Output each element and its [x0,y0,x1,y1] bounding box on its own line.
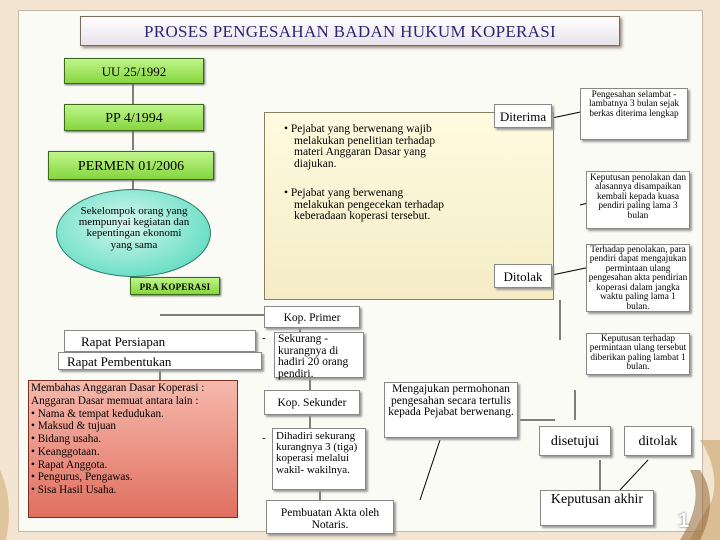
uu-label: UU 25/1992 [101,64,167,79]
disetujui-label: disetujui [550,434,600,449]
note-penolakan: Keputusan penolakan dan alasannya disampaikan kembali kepada kuasa pendiri paling lama 3 bulan [586,171,690,229]
rapat-pembentukan-label: Rapat Pembentukan [67,354,172,369]
ditolak-status-box [494,264,552,288]
kop-primer-dash: - [262,332,266,344]
ad-item: • Rapat Anggota. [31,458,108,471]
official-bullet-2: • Pejabat yang berwenang melakukan pengecekan terhadap keberadaan koperasi tersebut. [284,187,445,223]
kop-sekunder-dash: - [262,432,266,444]
pra-koperasi-label: PRA KOPERASI [139,282,211,292]
rapat-pembentukan-box [58,352,262,370]
note-permintaan-ulang: Terhadap penolakan, para pendiri dapat mengajukan permintaan ulang pengesahan akta pendirian koperasi dalam jangka waktu paling lama 1 bulan. [586,244,690,312]
anggaran-dasar-text [31,382,237,516]
ad-item: • Keanggotaan. [31,445,100,458]
page-title: PROSES PENGESAHAN BADAN HUKUM KOPERASI [80,16,620,46]
ad-item: • Nama & tempat kedudukan. [31,407,164,420]
rapat-persiapan-label: Rapat Persiapan [81,334,166,349]
pembuatan-akta-box: Pembuatan Akta oleh Notaris. [266,500,394,534]
kop-primer-label: Kop. Primer [283,312,341,324]
diterima-box [494,104,552,128]
pp-label: PP 4/1994 [105,111,163,126]
ad-item: • Sisa Hasil Usaha. [31,484,117,497]
ditolak-final-box [624,426,692,456]
rapat-persiapan-box [64,330,256,352]
note-pengesahan: Pengesahan selambat -lambatnya 3 bulan sejak berkas diterima lengkap [580,88,688,140]
diterima-label: Diterima [499,109,547,124]
ad-item: • Bidang usaha. [31,433,102,446]
keputusan-akhir-box: Keputusan akhir [540,490,654,526]
permen-label: PERMEN 01/2006 [77,159,185,174]
permen-box [48,151,214,180]
ditolak-status-label: Ditolak [503,269,543,284]
kop-sekunder-label: Kop. Sekunder [277,397,347,409]
page-number: 1 [678,510,690,532]
ditolak-final-label: ditolak [638,434,678,449]
note-keputusan-ulang: Keputusan terhadap permintaan ulang tersebut diberikan paling lambat 1 bulan. [586,333,690,375]
kop-primer-detail: Sekurang - kurangnya di hadiri 20 orang pendiri. [274,332,364,378]
kop-primer-box [264,306,360,328]
kop-sekunder-detail: Dihadiri sekurang kurangnya 3 (tiga) koperasi melalui wakil- wakilnya. [272,428,366,490]
pra-koperasi-box [130,277,220,295]
uu-box [64,58,204,84]
group-definition: Sekelompok orang yang mempunyai kegiatan dan kepentingan ekonomi yang sama [78,206,190,251]
kop-sekunder-box [264,390,360,415]
ad-item: • Pengurus, Pengawas. [31,471,133,484]
disetujui-box [539,426,611,456]
ad-item: • Maksud & tujuan [31,420,117,433]
mengajukan-box: Mengajukan permohonan pengesahan secara tertulis kepada Pejabat berwenang. [384,382,518,438]
pp-box [64,104,204,131]
official-bullet-1: • Pejabat yang berwenang wajib melakukan penelitian terhadap materi Anggaran Dasar yang diajukan. [284,123,436,171]
anggaran-dasar-head: Membahas Anggaran Dasar Koperasi : Anggaran Dasar memuat antara lain : [31,382,205,407]
